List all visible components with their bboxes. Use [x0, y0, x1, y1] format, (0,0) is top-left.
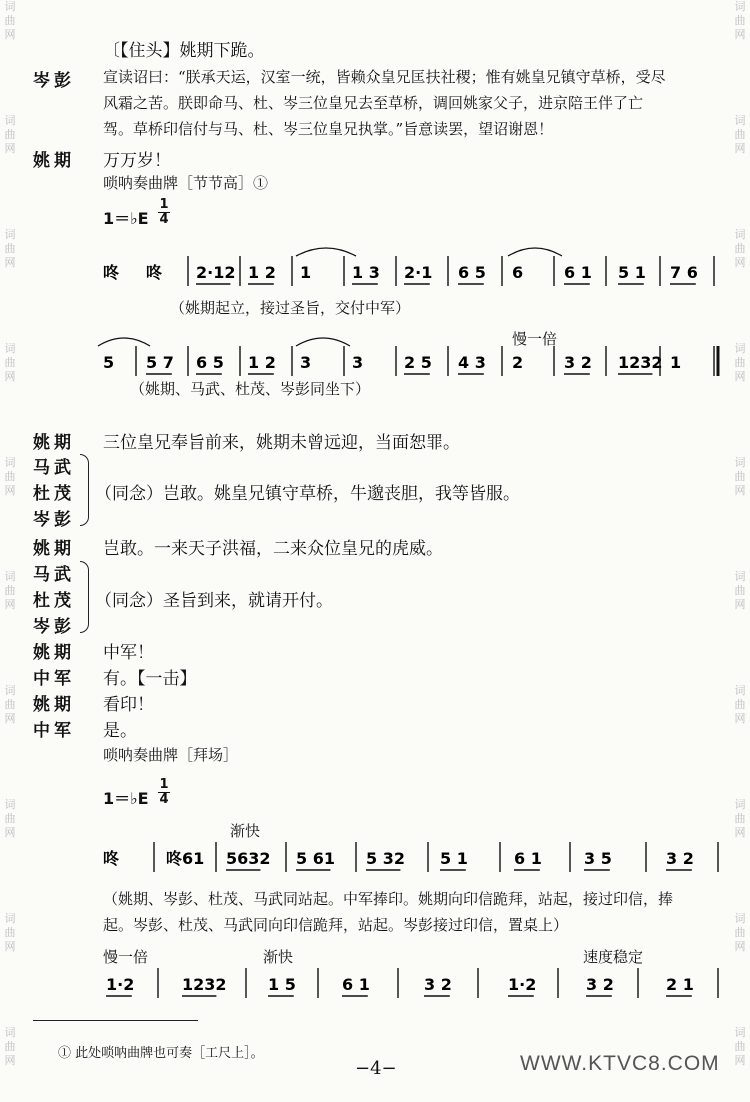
stage-note-1: （姚期起立，接过圣旨，交付中军） [170, 299, 411, 317]
stage-note-2: （姚期、马武、杜茂、岑彭同坐下） [130, 380, 371, 398]
page-number: −4− [355, 1058, 397, 1079]
score-note: 5632 [226, 849, 271, 868]
score-note: 3 [352, 353, 364, 372]
decree-line-1: 宣读诏曰：“朕承天运，汉室一统，皆赖众皇兄匡扶社稷；惟有姚皇兄镇守草桥，受尽 [103, 68, 666, 86]
score-note: 1 [670, 353, 682, 372]
slow-marking: 慢一倍 [103, 948, 149, 966]
slur [98, 338, 150, 346]
accel-marking: 渐快 [230, 822, 261, 840]
score-note: 3 2 [564, 353, 592, 372]
score-note: 5 [103, 353, 115, 372]
score-note: 1 2 [248, 353, 276, 372]
score-note: 2 1 [666, 975, 694, 994]
score-note: 6 5 [458, 263, 486, 282]
score-note: 6 5 [196, 353, 224, 372]
dialogue-line: 万万岁！ [103, 151, 171, 171]
score-note: 5 32 [366, 849, 405, 868]
watermark-left: 词 曲 网 词 曲 网 词 曲 网 词 曲 网 词 曲 网 词 曲 网 词 曲 网 词 曲 网 词 曲 网 词 曲 网 [4, 0, 16, 1067]
tempo-steady-marking: 速度稳定 [583, 948, 644, 966]
speaker-yao-qi: 姚期 [33, 433, 75, 453]
score-note: 3 [300, 353, 312, 372]
accel-marking: 渐快 [263, 948, 294, 966]
footnote: ① 此处唢呐曲牌也可奏［工尺上］。 [58, 1046, 264, 1061]
speaker-ma-wu: 马武 [33, 565, 75, 585]
slow-marking: 慢一倍 [512, 330, 558, 348]
dialogue-line: 看印！ [103, 695, 154, 715]
score-note: 咚 [103, 263, 120, 282]
speaker-du-mao: 杜茂 [33, 591, 75, 611]
score-note: 5 1 [618, 263, 646, 282]
score-note: 7 6 [670, 263, 698, 282]
speaker-cen-peng: 岑彭 [33, 617, 75, 637]
score-note: 1 5 [268, 975, 296, 994]
score-note: 2·12 [196, 263, 236, 282]
stage-direction-intro: 〔【住头】姚期下跪。 [103, 41, 265, 61]
score-note: 3 5 [584, 849, 612, 868]
score-note: 咚 [146, 263, 163, 282]
stage-note-3a: （姚期、岑彭、杜茂、马武同站起。中军捧印。姚期向印信跪拜，站起，接过印信，捧 [103, 890, 674, 908]
decree-line-2: 风霜之苦。朕即命马、杜、岑三位皇兄去至草桥，调回姚家父子，进京陪王伴了亡 [103, 94, 644, 112]
score-note: 4 3 [458, 353, 486, 372]
score-note: 6 [512, 263, 524, 282]
score-note: 1 2 [248, 263, 276, 282]
key-signature: 1＝♭E [103, 789, 149, 808]
site-watermark: WWW.KTVC8.COM [520, 1052, 720, 1075]
dialogue-line: 中军！ [103, 643, 154, 663]
dialogue-line: 岂敢。一来天子洪福，二来众位皇兄的虎威。 [103, 539, 443, 559]
score-note: 6 1 [514, 849, 542, 868]
score-note: 1232 [182, 975, 227, 994]
tune-title-2: 唢呐奏曲牌［拜场］ [103, 746, 239, 764]
slur [508, 248, 562, 256]
watermark-right: 词 曲 网 词 曲 网 词 曲 网 词 曲 网 词 曲 网 词 曲 网 词 曲 网 词 曲 网 词 曲 网 词 曲 网 [734, 0, 746, 1067]
score-note: 6 1 [342, 975, 370, 994]
score-note: 1 [300, 263, 312, 282]
score-note: 咚 [103, 849, 120, 868]
score-1 [0, 240, 750, 400]
speaker-brace [80, 561, 89, 633]
stage-note-3b: 起。岑彭、杜茂、马武同向印信跪拜，站起。岑彭接过印信，置桌上） [103, 916, 569, 934]
dialogue-line: 有。【一击】 [103, 669, 197, 689]
footnote-rule [33, 1020, 198, 1021]
score-note: 5 61 [296, 849, 335, 868]
tune-title-1: 唢呐奏曲牌［节节高］① [103, 174, 269, 192]
score-note: 5 1 [440, 849, 468, 868]
score-note: 3 2 [424, 975, 452, 994]
speaker-cen-peng: 岑彭 [33, 71, 75, 91]
speaker-yao-qi: 姚期 [33, 151, 75, 171]
dialogue-line: （同念）圣旨到来，就请开付。 [95, 591, 333, 611]
speaker-zhong-jun: 中军 [33, 669, 75, 689]
slur [296, 248, 356, 256]
decree-line-3: 驾。草桥印信付与马、杜、岑三位皇兄执掌。”旨意读罢，望诏谢恩！ [103, 120, 554, 138]
speaker-yao-qi: 姚期 [33, 695, 75, 715]
score-note: 2 5 [404, 353, 432, 372]
score-note: 3 2 [666, 849, 694, 868]
dialogue-line: （同念）岂敢。姚皇兄镇守草桥，牛邈丧胆，我等皆服。 [95, 484, 520, 504]
dialogue-line: 三位皇兄奉旨前来，姚期未曾远迎，当面恕罪。 [103, 433, 460, 453]
speaker-yao-qi: 姚期 [33, 539, 75, 559]
score-note: 5 7 [146, 353, 174, 372]
speaker-zhong-jun: 中军 [33, 721, 75, 741]
score-note: 咚61 [166, 849, 205, 868]
speaker-cen-peng: 岑彭 [33, 510, 75, 530]
speaker-brace [80, 454, 89, 526]
score-note: 1232 [618, 353, 663, 372]
speaker-ma-wu: 马武 [33, 458, 75, 478]
time-signature: 1 4 [159, 777, 169, 807]
score-note: 2 [512, 353, 524, 372]
speaker-yao-qi: 姚期 [33, 643, 75, 663]
score-note: 6 1 [564, 263, 592, 282]
score-note: 2·1 [404, 263, 433, 282]
score-note: 1·2 [106, 975, 135, 994]
score-note: 1·2 [508, 975, 537, 994]
slur [296, 338, 350, 346]
key-signature: 1＝♭E [103, 209, 149, 228]
dialogue-line: 是。 [103, 721, 137, 741]
time-signature: 1 4 [159, 197, 169, 227]
speaker-du-mao: 杜茂 [33, 484, 75, 504]
score-note: 3 2 [586, 975, 614, 994]
score-note: 1 3 [352, 263, 380, 282]
